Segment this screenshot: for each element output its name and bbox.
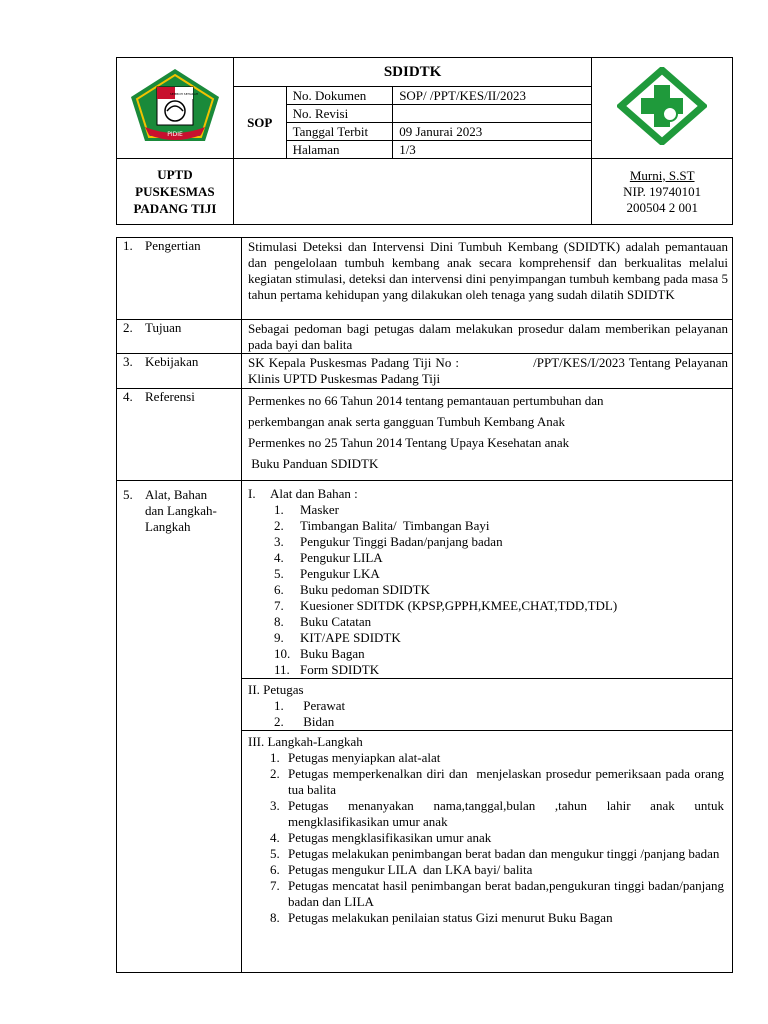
logo-ribbon-text: PIDIE	[167, 131, 183, 138]
signer-name: Murni, S.ST	[629, 167, 695, 183]
alat-bahan-heading: Alat dan Bahan :	[270, 486, 358, 501]
sop-label: SOP	[233, 87, 286, 159]
list-item: 9. KIT/APE SDIDTK	[274, 630, 401, 645]
alat-bahan-list	[248, 502, 728, 678]
label-line: Langkah	[145, 519, 191, 534]
section-text-referensi	[242, 389, 733, 481]
list-item: 11. Form SDIDTK	[274, 662, 380, 677]
field-value-tanggal-terbit: 09 Janurai 2023	[393, 123, 592, 141]
list-item: 4. Pengukur LILA	[274, 550, 383, 565]
sop-content-table	[116, 237, 733, 973]
section-label-tujuan: 2. Tujuan	[117, 320, 242, 354]
field-value-no-revisi	[393, 105, 592, 123]
list-item: 5. Pengukur LKA	[274, 566, 380, 581]
signature-space	[233, 159, 592, 225]
section-label-referensi: 4. Referensi	[117, 389, 242, 481]
left-logo-cell	[117, 58, 234, 159]
pidie-logo-icon	[127, 67, 223, 145]
list-item: 1. Masker	[274, 502, 339, 517]
list-item: 4. Petugas mengklasifikasikan umur anak	[270, 830, 492, 845]
list-item: 10. Buku Bagan	[274, 646, 365, 661]
section-label-pengertian: 1. Pengertian	[117, 238, 242, 320]
logo-motto-text: SEMBOH SEHARAH	[169, 92, 199, 96]
document-title: SDIDTK	[233, 58, 592, 87]
signer-nip: NIP. 19740101	[623, 183, 702, 199]
field-label-no-dokumen: No. Dokumen	[286, 87, 393, 105]
section-label-alat: 5. Alat, Bahan dan Langkah- Langkah	[117, 481, 242, 973]
list-item: 8. Buku Catatan	[274, 614, 372, 629]
list-item: 1. Perawat	[274, 698, 346, 713]
petugas-section	[242, 679, 733, 731]
organization-name	[117, 159, 234, 225]
langkah-list	[248, 750, 728, 926]
label-line: dan Langkah-	[145, 503, 217, 518]
list-item: 7. Petugas mencatat hasil penimbangan berat badan,pengukuran tinggi badan/panjang badan dan LILA	[270, 878, 728, 909]
field-label-halaman: Halaman	[286, 141, 393, 159]
right-logo-cell	[592, 58, 733, 159]
section-text-tujuan: Sebagai pedoman bagi petugas dalam melakukan prosedur dalam memberikan pelayanan pada bayi dan balita	[242, 320, 733, 354]
list-item: 7. Kuesioner SDITDK (KPSP,GPPH,KMEE,CHAT,TDD,TDL)	[274, 598, 618, 613]
list-item: 2. Bidan	[274, 714, 335, 729]
header-table	[116, 57, 733, 225]
org-line: PUSKESMAS	[135, 184, 215, 199]
field-label-tanggal-terbit: Tanggal Terbit	[286, 123, 393, 141]
list-item: 5. Petugas melakukan penimbangan berat badan dan mengukur tinggi /panjang badan	[270, 846, 720, 861]
health-cross-logo-icon	[617, 67, 707, 145]
list-item: 3. Pengukur Tinggi Badan/panjang badan	[274, 534, 503, 549]
field-value-no-dokumen: SOP/ /PPT/KES/II/2023	[393, 87, 592, 105]
org-line: PADANG TIJI	[133, 201, 217, 216]
label-line: Alat, Bahan	[145, 487, 208, 502]
langkah-section	[242, 731, 733, 973]
field-value-halaman: 1/3	[393, 141, 592, 159]
list-item: 2. Petugas memperkenalkan diri dan menjelaskan prosedur pemeriksaan pada orang tua balita	[270, 766, 728, 797]
list-item: 1. Petugas menyiapkan alat-alat	[270, 750, 441, 765]
list-item: 2. Timbangan Balita/ Timbangan Bayi	[274, 518, 490, 533]
list-item: 8. Petugas melakukan penilaian status Gizi menurut Buku Bagan	[270, 910, 613, 925]
list-item: 3. Petugas menanyakan nama,tanggal,bulan ,tahun lahir anak untuk mengklasifikasikan umur anak	[270, 798, 728, 829]
reference-item: Buku Panduan SDIDTK	[248, 456, 379, 471]
reference-item: perkembangan anak serta gangguan Tumbuh Kembang Anak	[248, 414, 565, 429]
section-text-pengertian: Stimulasi Deteksi dan Intervensi Dini Tumbuh Kembang (SDIDTK) adalah pemantauan dan pengelolaan tumbuh kembang anak secara komprehensif dan berkualitas melalui kegiatan stimulasi, deteksi dan intervensi dini penyimpangan tumbuh kembang pada masa 5 tahun pertama kehidupan yang dilakukan oleh tenaga yang sudah dilatih SDIDTK	[242, 238, 733, 320]
list-item: 6. Buku pedoman SDIDTK	[274, 582, 430, 597]
petugas-heading: II. Petugas	[248, 682, 304, 697]
signer-block	[592, 159, 733, 225]
list-item: 6. Petugas mengukur LILA dan LKA bayi/ balita	[270, 862, 533, 877]
reference-item: Permenkes no 66 Tahun 2014 tentang pemantauan pertumbuhan dan	[248, 393, 604, 408]
alat-bahan-section: I. Alat dan Bahan : 1. Masker 2. Timbangan Balita/ Timbangan Bayi 3. Pengukur Tinggi Badan/panjang badan 4. Pengukur LILA 5. Pengukur LKA 6. Buku pedoman SDIDTK 7. Kuesioner SDITDK (KPSP,GPPH,KMEE,CHAT,TDD,TDL) 8. Buku Catatan 9. KIT/APE SDIDTK 10. Buku Bagan 11. Form SDIDTK	[242, 481, 733, 679]
section-label-kebijakan: 3. Kebijakan	[117, 354, 242, 389]
org-line: UPTD	[157, 167, 193, 182]
signer-nip-continued: 200504 2 001	[626, 199, 698, 215]
field-label-no-revisi: No. Revisi	[286, 105, 393, 123]
petugas-list	[248, 698, 728, 730]
reference-item: Permenkes no 25 Tahun 2014 Tentang Upaya Kesehatan anak	[248, 435, 570, 450]
section-text-kebijakan: SK Kepala Puskesmas Padang Tiji No : /PPT/KES/I/2023 Tentang Pelayanan Klinis UPTD Puskesmas Padang Tiji	[242, 354, 733, 389]
langkah-heading: III. Langkah-Langkah	[248, 734, 363, 749]
